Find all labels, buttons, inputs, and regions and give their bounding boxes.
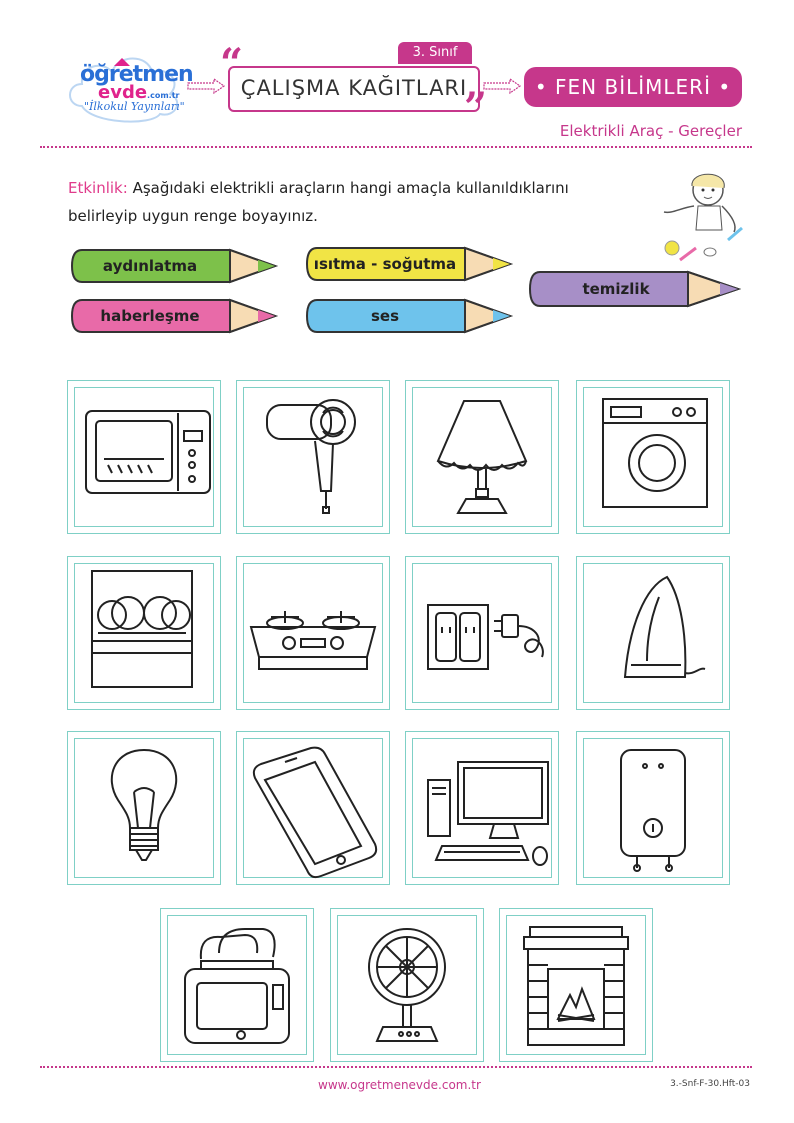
arrow-right-icon	[482, 78, 522, 94]
pencil-temizlik[interactable]	[528, 270, 742, 308]
pencil-aydinlatma[interactable]	[70, 248, 284, 284]
pencil-isitma-sogutma[interactable]	[305, 246, 519, 282]
pencil-label: ses	[370, 307, 400, 325]
footer-code: 3.-Snf-F-30.Hft-03	[670, 1079, 750, 1089]
appliance-cell[interactable]	[160, 908, 314, 1062]
appliance-cell[interactable]	[236, 380, 390, 534]
logo-text-bottom: evde.com.tr	[98, 82, 180, 103]
washing-machine-icon	[577, 381, 729, 533]
fan-icon	[331, 909, 483, 1061]
pencil-label: aydınlatma	[102, 257, 198, 275]
hair-dryer-icon	[237, 381, 389, 533]
close-quote-icon: ”	[464, 84, 488, 131]
iron-icon	[577, 557, 729, 709]
pencil-haberlesme[interactable]	[70, 298, 284, 334]
appliance-cell[interactable]	[330, 908, 484, 1062]
pencil-label: haberleşme	[100, 307, 200, 325]
grade-tab: 3. Sınıf	[398, 42, 472, 64]
gas-stove-icon	[237, 557, 389, 709]
subject-badge: • FEN BİLİMLERİ •	[524, 67, 742, 107]
divider	[40, 146, 752, 148]
appliance-cell[interactable]	[405, 380, 559, 534]
appliance-cell[interactable]	[576, 731, 730, 885]
smartphone-icon	[237, 732, 389, 884]
appliance-cell[interactable]	[236, 731, 390, 885]
appliance-cell[interactable]	[576, 556, 730, 710]
light-bulb-icon	[68, 732, 220, 884]
fireplace-icon	[500, 909, 652, 1061]
pencil-ses[interactable]	[305, 298, 519, 334]
socket-plug-icon	[406, 557, 558, 709]
appliance-cell[interactable]	[499, 908, 653, 1062]
dishwasher-icon	[68, 557, 220, 709]
logo-text-top: öğretmen	[80, 62, 193, 87]
activity-instruction	[68, 174, 638, 230]
appliance-cell[interactable]	[67, 380, 221, 534]
topic-label: Elektrikli Araç - Gereçler	[559, 122, 742, 140]
activity-label: Etkinlik:	[68, 179, 128, 197]
appliance-cell[interactable]	[405, 556, 559, 710]
appliance-cell[interactable]	[405, 731, 559, 885]
activity-text: Aşağıdaki elektrikli araçların hangi amaçla kullanıldıklarını belirleyip uygun renge boyayınız.	[68, 179, 569, 225]
toaster-icon	[161, 909, 313, 1061]
appliance-cell[interactable]	[236, 556, 390, 710]
pencil-label: temizlik	[582, 280, 650, 298]
open-quote-icon: “	[220, 40, 244, 87]
appliance-cell[interactable]	[67, 731, 221, 885]
computer-icon	[406, 732, 558, 884]
lamp-icon	[406, 381, 558, 533]
footer-divider	[40, 1066, 752, 1068]
microwave-icon	[68, 381, 220, 533]
page-title: ÇALIŞMA KAĞITLARI	[240, 76, 468, 100]
logo-tagline: "İlkokul Yayınları"	[84, 100, 185, 113]
appliance-cell[interactable]	[576, 380, 730, 534]
child-coloring-icon	[650, 168, 750, 268]
footer-url[interactable]: www.ogretmenevde.com.tr	[318, 1078, 481, 1092]
appliance-cell[interactable]	[67, 556, 221, 710]
pencil-label: ısıtma - soğutma	[313, 255, 457, 273]
water-heater-icon	[577, 732, 729, 884]
